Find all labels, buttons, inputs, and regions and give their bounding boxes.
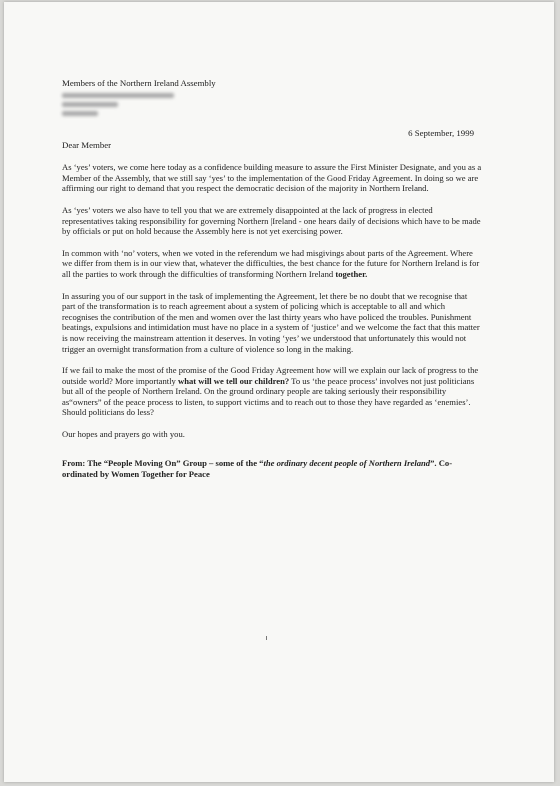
- salutation: Dear Member: [62, 139, 112, 150]
- letter-paragraph: [62, 205, 482, 237]
- redacted-address-line: [62, 93, 174, 98]
- footer-quote: the ordinary decent people of Northern Ireland: [263, 457, 431, 468]
- paragraph-text: Our hopes and prayers go with you.: [62, 429, 185, 440]
- letter-paragraph: [62, 365, 482, 418]
- redacted-address-block: [62, 93, 482, 116]
- stray-mark: [266, 636, 267, 640]
- paragraph-text: As ‘yes’ voters we also have to tell you that we are extremely disappointed at the lack of progress in elected representatives taking responsibility for governing Northern |Ireland - one hears daily of decisions which have to be made by officials or put on hold because the Assembly here is not yet exercising power.: [62, 204, 481, 237]
- paragraph-text: In common with ‘no’ voters, when we voted in the referendum we had misgivings about parts of the Agreement. Where we differ from them is in our view that, whatever the difficulties, the best chance for the future for Northern Ireland is for all the parties to work through the difficulties of transforming Northern Ireland: [62, 247, 480, 279]
- letter-footer: [62, 458, 482, 480]
- letter-paragraph: [62, 162, 482, 194]
- emphasis-text: what will we tell our children?: [178, 375, 290, 386]
- letter-paragraphs: [62, 162, 482, 439]
- recipient-line: Members of the Northern Ireland Assembly: [62, 78, 216, 88]
- paragraph-text: If we fail to make the most of the promise of the Good Friday Agreement how will we explain our lack of progress to the outside world? More importantly: [62, 365, 479, 386]
- redacted-address-line: [62, 111, 98, 116]
- letter-paragraph: [62, 291, 482, 355]
- letter-paragraph: [62, 248, 482, 280]
- letter-page: [4, 2, 554, 782]
- letter-body: [62, 78, 482, 488]
- emphasis-text: together.: [335, 268, 368, 279]
- paragraph-text: In assuring you of our support in the task of implementing the Agreement, let there be no doubt that we recognise that part of the transformation is to reach agreement about a system of policing which is acceptable to all and which recognises the contribution of the men and women over the last thirty years who have policed the troubles. Punishment beatings, expulsions and intimidation must have no place in a system of ‘justice’ and we welcome the fact that this matter is now receiving the mainstream attention it deserves. In voting ‘yes’ we understood that unfortunately this would not trigger an overnight transformation from a culture of violence so long in the making.: [62, 290, 480, 354]
- redacted-address-line: [62, 102, 118, 107]
- letter-paragraph: [62, 429, 482, 440]
- footer-coordinated-by: ”. Co-ordinated by Women Together for Peace: [62, 457, 453, 479]
- letter-date: 6 September, 1999: [408, 128, 474, 138]
- paragraph-text: As ‘yes’ voters, we come here today as a confidence building measure to assure the First Minister Designate, and you as a Member of the Assembly, that we still say ‘yes’ to the implementation of the Good Friday Agreement. In doing so we are affirming our right to demand that you respect the democratic decision of the majority in Northern Ireland.: [62, 162, 482, 194]
- paragraph-text: To us ‘the peace process’ involves not just politicians but all of the people of Northern Ireland. On the ground ordinary people are taking seriously their responsibility as“owners” of the peace process to listen, to support victims and to reach out to those they have regarded as ‘enemies’. Should politicians do less?: [62, 375, 475, 418]
- footer-from: From: The “People Moving On” Group – some of the “: [62, 457, 264, 468]
